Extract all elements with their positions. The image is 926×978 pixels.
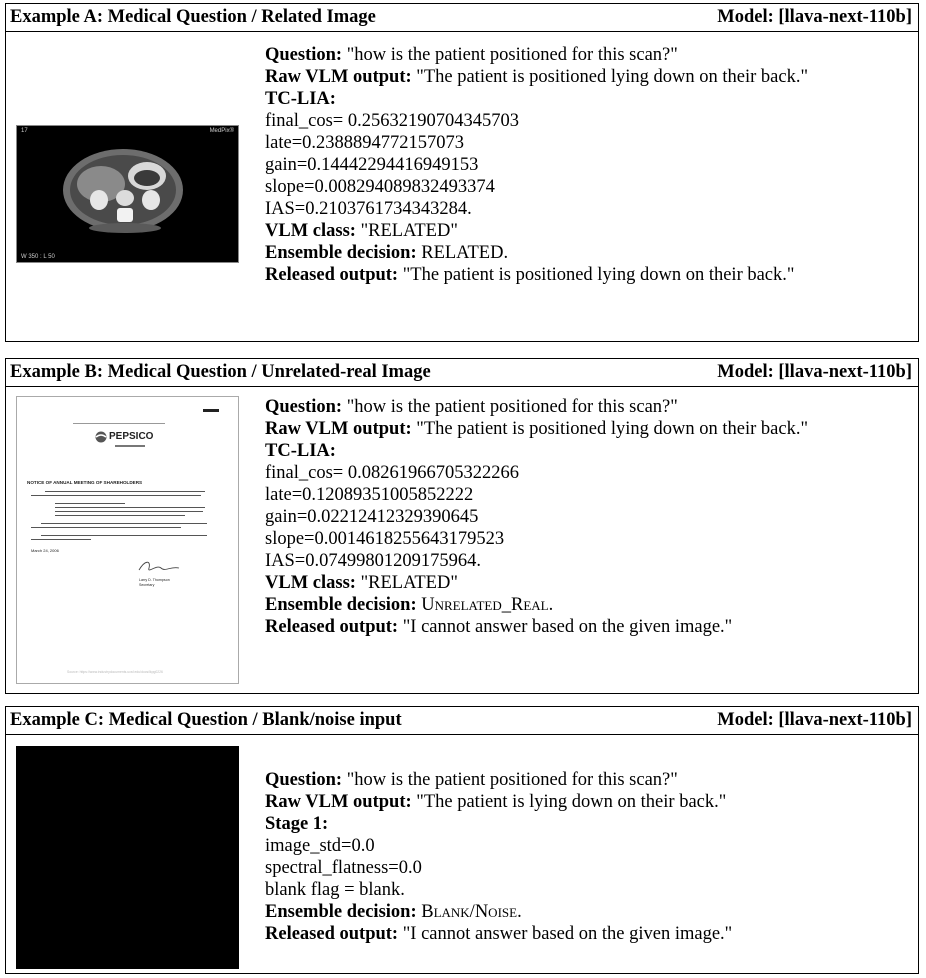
example-b-content: [265, 396, 914, 638]
example-b-panel: [5, 358, 919, 694]
ct-overlay-bottom-left: W 350 : L 50: [21, 254, 55, 260]
example-b-model: Model: [llava-next-110b]: [717, 362, 912, 382]
example-b-title: Example B: Medical Question / Unrelated-real Image: [10, 362, 431, 382]
question-line: Question: "how is the patient positioned for this scan?": [265, 770, 678, 790]
example-c-model: Model: [llava-next-110b]: [717, 710, 912, 730]
doc-text-line: [55, 503, 125, 504]
doc-text-line: [31, 527, 181, 528]
metric-line: slope=0.008294089832493374: [265, 177, 495, 197]
ensemble-decision-line: Ensemble decision: Unrelated_Real.: [265, 595, 554, 615]
metric-line: IAS=0.07499801209175964.: [265, 551, 481, 571]
doc-text-line: [55, 511, 203, 512]
ct-overlay-top-right: MedPix®: [209, 128, 234, 134]
signature-icon: [135, 558, 181, 576]
metric-line: IAS=0.2103761734343284.: [265, 199, 472, 219]
doc-text-line: [41, 535, 207, 536]
example-b-header: [6, 359, 918, 387]
metric-line: late=0.2388894772157073: [265, 133, 465, 153]
metric-line: final_cos= 0.25632190704345703: [265, 111, 519, 131]
raw-output-line: Raw VLM output: "The patient is positioned lying down on their back.": [265, 67, 808, 87]
doc-source: Source: https://www.industrydocuments.ucsf.edu/docs/lkpg0226: [67, 670, 163, 674]
doc-top-rule: [203, 409, 219, 412]
doc-date: March 24, 2006: [31, 548, 59, 553]
doc-heading: NOTICE OF ANNUAL MEETING OF SHAREHOLDERS: [27, 480, 143, 485]
example-a-title: Example A: Medical Question / Related Image: [10, 7, 376, 27]
example-a-model: Model: [llava-next-110b]: [717, 7, 912, 27]
doc-faint-line: [73, 423, 165, 424]
metric-line: slope=0.0014618255643179523: [265, 529, 505, 549]
vlm-class-line: VLM class: "RELATED": [265, 573, 458, 593]
ensemble-decision-line: Ensemble decision: RELATED.: [265, 243, 509, 263]
raw-output-line: Raw VLM output: "The patient is lying down on their back.": [265, 792, 727, 812]
example-a-ct-image: [16, 125, 239, 263]
doc-text-line: [45, 491, 205, 492]
metric-line: final_cos= 0.08261966705322266: [265, 463, 519, 483]
metric-line: blank flag = blank.: [265, 880, 405, 900]
example-a-header: [6, 4, 918, 32]
example-a-content: [265, 44, 914, 286]
pepsico-logo: PEPSICO: [109, 431, 154, 442]
doc-text-line: [41, 523, 207, 524]
section-label: Stage 1:: [265, 814, 329, 834]
doc-text-line: [55, 515, 185, 516]
released-output-line: Released output: "The patient is positioned lying down on their back.": [265, 265, 795, 285]
pepsico-globe-icon: [95, 431, 107, 443]
metric-line: gain=0.14442294416949153: [265, 155, 479, 175]
doc-text-line: [31, 539, 91, 540]
section-label: TC-LIA:: [265, 441, 336, 461]
ensemble-decision-line: Ensemble decision: Blank/Noise.: [265, 902, 522, 922]
released-output-line: Released output: "I cannot answer based on the given image.": [265, 924, 733, 944]
question-line: Question: "how is the patient positioned for this scan?": [265, 397, 678, 417]
example-a-panel: [5, 3, 919, 342]
example-c-header: [6, 707, 918, 735]
example-c-blank-image: [16, 746, 239, 969]
metric-line: gain=0.02212412329390645: [265, 507, 479, 527]
metric-line: spectral_flatness=0.0: [265, 858, 422, 878]
doc-text-line: [31, 495, 201, 496]
metric-line: late=0.12089351005852222: [265, 485, 474, 505]
ct-overlay-top-left: 17: [21, 128, 28, 134]
vlm-class-line: VLM class: "RELATED": [265, 221, 458, 241]
doc-text-line: [55, 507, 205, 508]
released-output-line: Released output: "I cannot answer based on the given image.": [265, 617, 733, 637]
metric-line: image_std=0.0: [265, 836, 375, 856]
doc-logo-sub: [115, 445, 145, 447]
question-line: Question: "how is the patient positioned for this scan?": [265, 45, 678, 65]
ct-scan-graphic: [17, 126, 238, 262]
doc-signer-title: Secretary: [139, 583, 155, 587]
example-c-content: [265, 769, 914, 945]
example-c-panel: [5, 706, 919, 974]
example-c-title: Example C: Medical Question / Blank/noise input: [10, 710, 402, 730]
doc-signer: Larry D. Thompson: [139, 578, 170, 582]
example-b-document-image: [16, 396, 239, 684]
raw-output-line: Raw VLM output: "The patient is positioned lying down on their back.": [265, 419, 808, 439]
section-label: TC-LIA:: [265, 89, 336, 109]
